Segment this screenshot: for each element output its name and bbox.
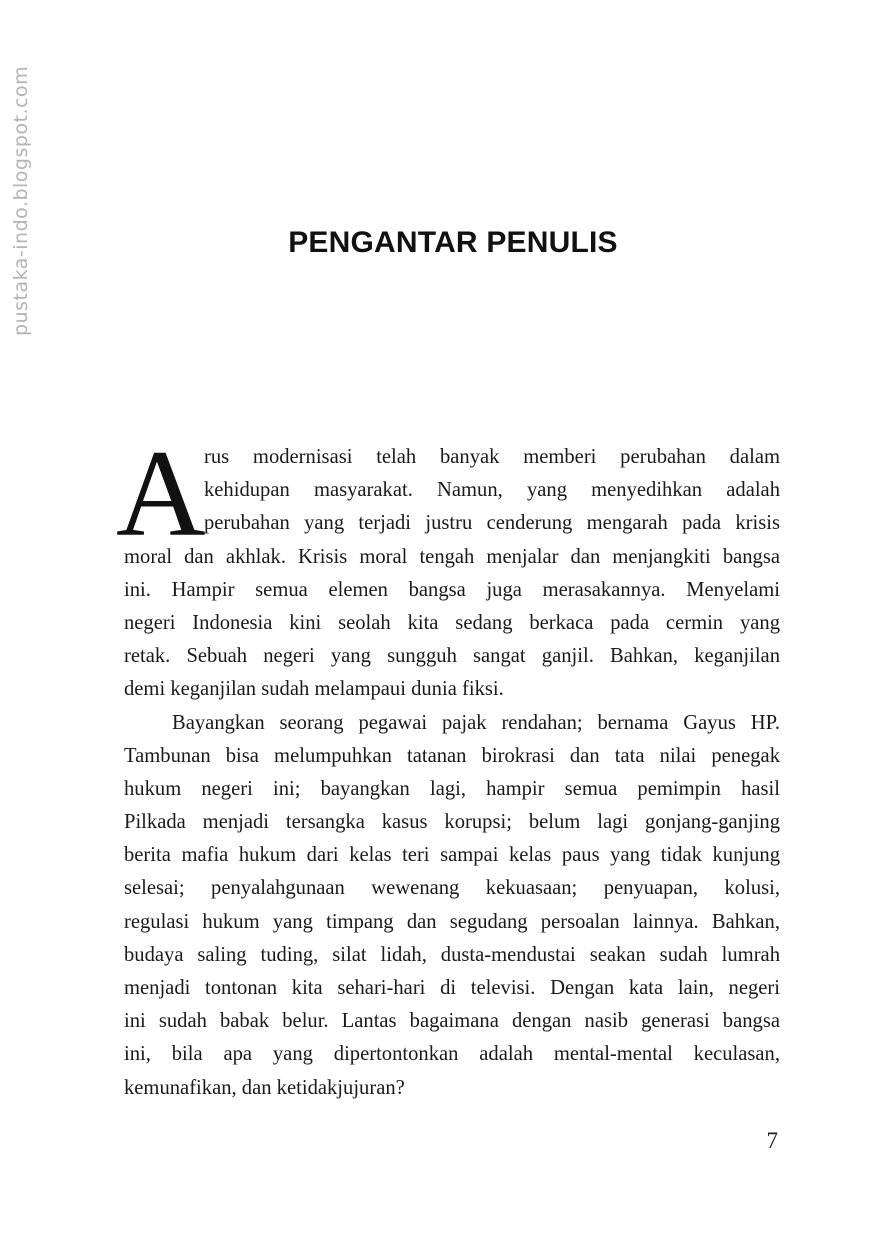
text-line: menjadi tontonan kita sehari-hari di televisi. Dengan kata lain, negeri — [124, 977, 780, 999]
text-line: ini. Hampir semua elemen bangsa juga merasakannya. Menyelami — [124, 578, 780, 601]
text-line: berita mafia hukum dari kelas teri sampai kelas paus yang tidak kunjung — [124, 844, 780, 867]
body-text — [116, 425, 780, 1105]
page-title: PENGANTAR PENULIS — [288, 226, 618, 259]
text-line: ini sudah babak belur. Lantas bagaimana dengan nasib generasi bangsa — [124, 1010, 780, 1033]
text-line: Bayangkan seorang pegawai pajak rendahan; bernama Gayus HP. — [172, 711, 780, 734]
text-line: budaya saling tuding, silat lidah, dusta-mendustai seakan sudah lumrah — [124, 943, 780, 966]
text-line: negeri Indonesia kini seolah kita sedang berkaca pada cermin yang — [124, 611, 780, 634]
paragraph-1 — [116, 425, 780, 707]
page-number: 7 — [766, 1128, 778, 1153]
text-line: hukum negeri ini; bayangkan lagi, hampir semua pemimpin hasil — [124, 777, 780, 800]
text-line: regulasi hukum yang timpang dan segudang persoalan lainnya. Bahkan, — [124, 910, 780, 933]
text-line: selesai; penyalahgunaan wewenang kekuasaan; penyuapan, kolusi, — [124, 877, 780, 900]
text-line: ini, bila apa yang dipertontonkan adalah mental-mental keculasan, — [124, 1043, 780, 1066]
text-line: retak. Sebuah negeri yang sungguh sangat ganjil. Bahkan, keganjilan — [124, 645, 780, 668]
text-line: perubahan yang terjadi justru cenderung mengarah pada krisis — [204, 512, 780, 535]
text-line: demi keganjilan sudah melampaui dunia fiksi. — [124, 678, 504, 701]
drop-cap: A — [116, 425, 206, 562]
watermark-text: pustaka-indo.blogspot.com — [10, 65, 32, 336]
text-line: Pilkada menjadi tersangka kasus korupsi; belum lagi gonjang-ganjing — [124, 811, 780, 834]
text-line: Tambunan bisa melumpuhkan tatanan birokrasi dan tata nilai penegak — [124, 744, 780, 767]
text-line: kehidupan masyarakat. Namun, yang menyedihkan adalah — [204, 479, 780, 502]
paragraph-2 — [124, 707, 780, 1105]
text-line: rus modernisasi telah banyak memberi perubahan dalam — [204, 446, 780, 468]
text-line: kemunafikan, dan ketidakjujuran? — [124, 1076, 405, 1099]
text-line: moral dan akhlak. Krisis moral tengah menjalar dan menjangkiti bangsa — [124, 545, 780, 568]
